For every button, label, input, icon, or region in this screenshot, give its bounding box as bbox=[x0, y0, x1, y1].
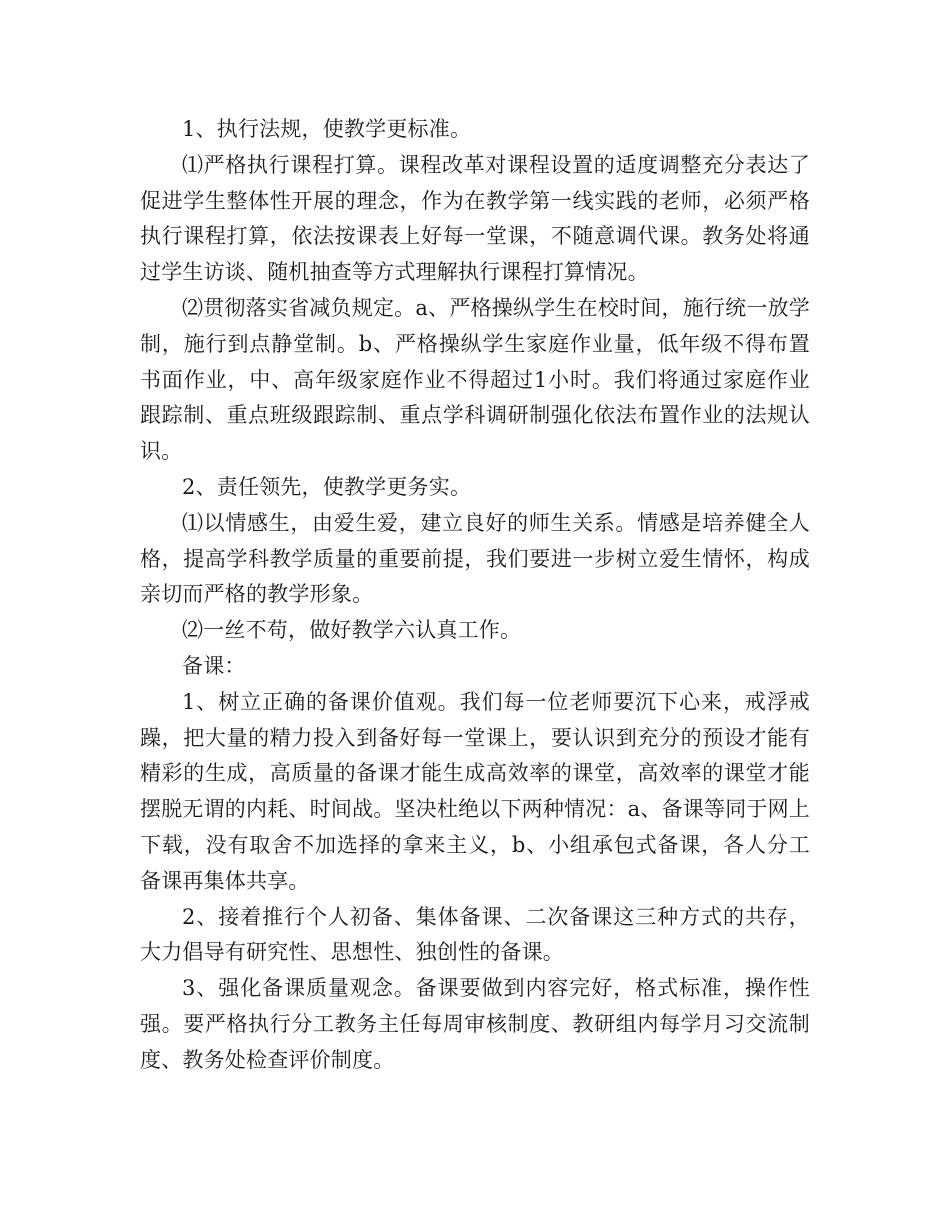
paragraph-burden-reduction: ⑵贯彻落实省减负规定。a、严格操纵学生在校时间，施行统一放学制，施行到点静堂制。b、严格操纵学生家庭作业量，低年级不得布置书面作业，中、高年级家庭作业不得超过1小时。我们将通过家庭作业跟踪制、重点班级跟踪制、重点学科调研制强化依法布置作业的法规认识。 bbox=[140, 295, 810, 464]
paragraph-lesson-prep-label: 备课： bbox=[182, 653, 246, 678]
paragraph-course-plan: ⑴严格执行课程打算。课程改革对课程设置的适度调整充分表达了促进学生整体性开展的理念，作为在教学第一线实践的老师，必须严格执行课程打算，依法按课表上好每一堂课，不随意调代课。教务处将通过学生访谈、随机抽查等方式理解执行课程打算情况。 bbox=[140, 152, 810, 285]
paragraph-six-tasks: ⑵一丝不苟，做好教学六认真工作。 bbox=[182, 618, 522, 643]
paragraph-prep-modes: 2、接着推行个人初备、集体备课、二次备课这三种方式的共存，大力倡导有研究性、思想性、独创性的备课。 bbox=[140, 904, 810, 965]
document-body bbox=[140, 112, 810, 1079]
paragraph-teacher-student: ⑴以情感生，由爱生爱，建立良好的师生关系。情感是培养健全人格，提高学科教学质量的重要前提，我们要进一步树立爱生情怀，构成亲切而严格的教学形象。 bbox=[140, 510, 810, 607]
paragraph-heading-2: 2、责任领先，使教学更务实。 bbox=[182, 474, 472, 499]
paragraph-prep-values: 1、树立正确的备课价值观。我们每一位老师要沉下心来，戒浮戒躁，把大量的精力投入到备好每一堂课上，要认识到充分的预设才能有精彩的生成，高质量的备课才能生成高效率的课堂，高效率的课堂才能摆脱无谓的内耗、时间战。坚决杜绝以下两种情况：a、备课等同于网上下载，没有取舍不加选择的拿来主义，b、小组承包式备课，各人分工备课再集体共享。 bbox=[140, 689, 810, 893]
paragraph-prep-quality: 3、强化备课质量观念。备课要做到内容完好，格式标准，操作性强。要严格执行分工教务主任每周审核制度、教研组内每学月习交流制度、教务处检查评价制度。 bbox=[140, 976, 810, 1072]
paragraph-heading-1: 1、执行法规，使教学更标准。 bbox=[182, 117, 472, 141]
